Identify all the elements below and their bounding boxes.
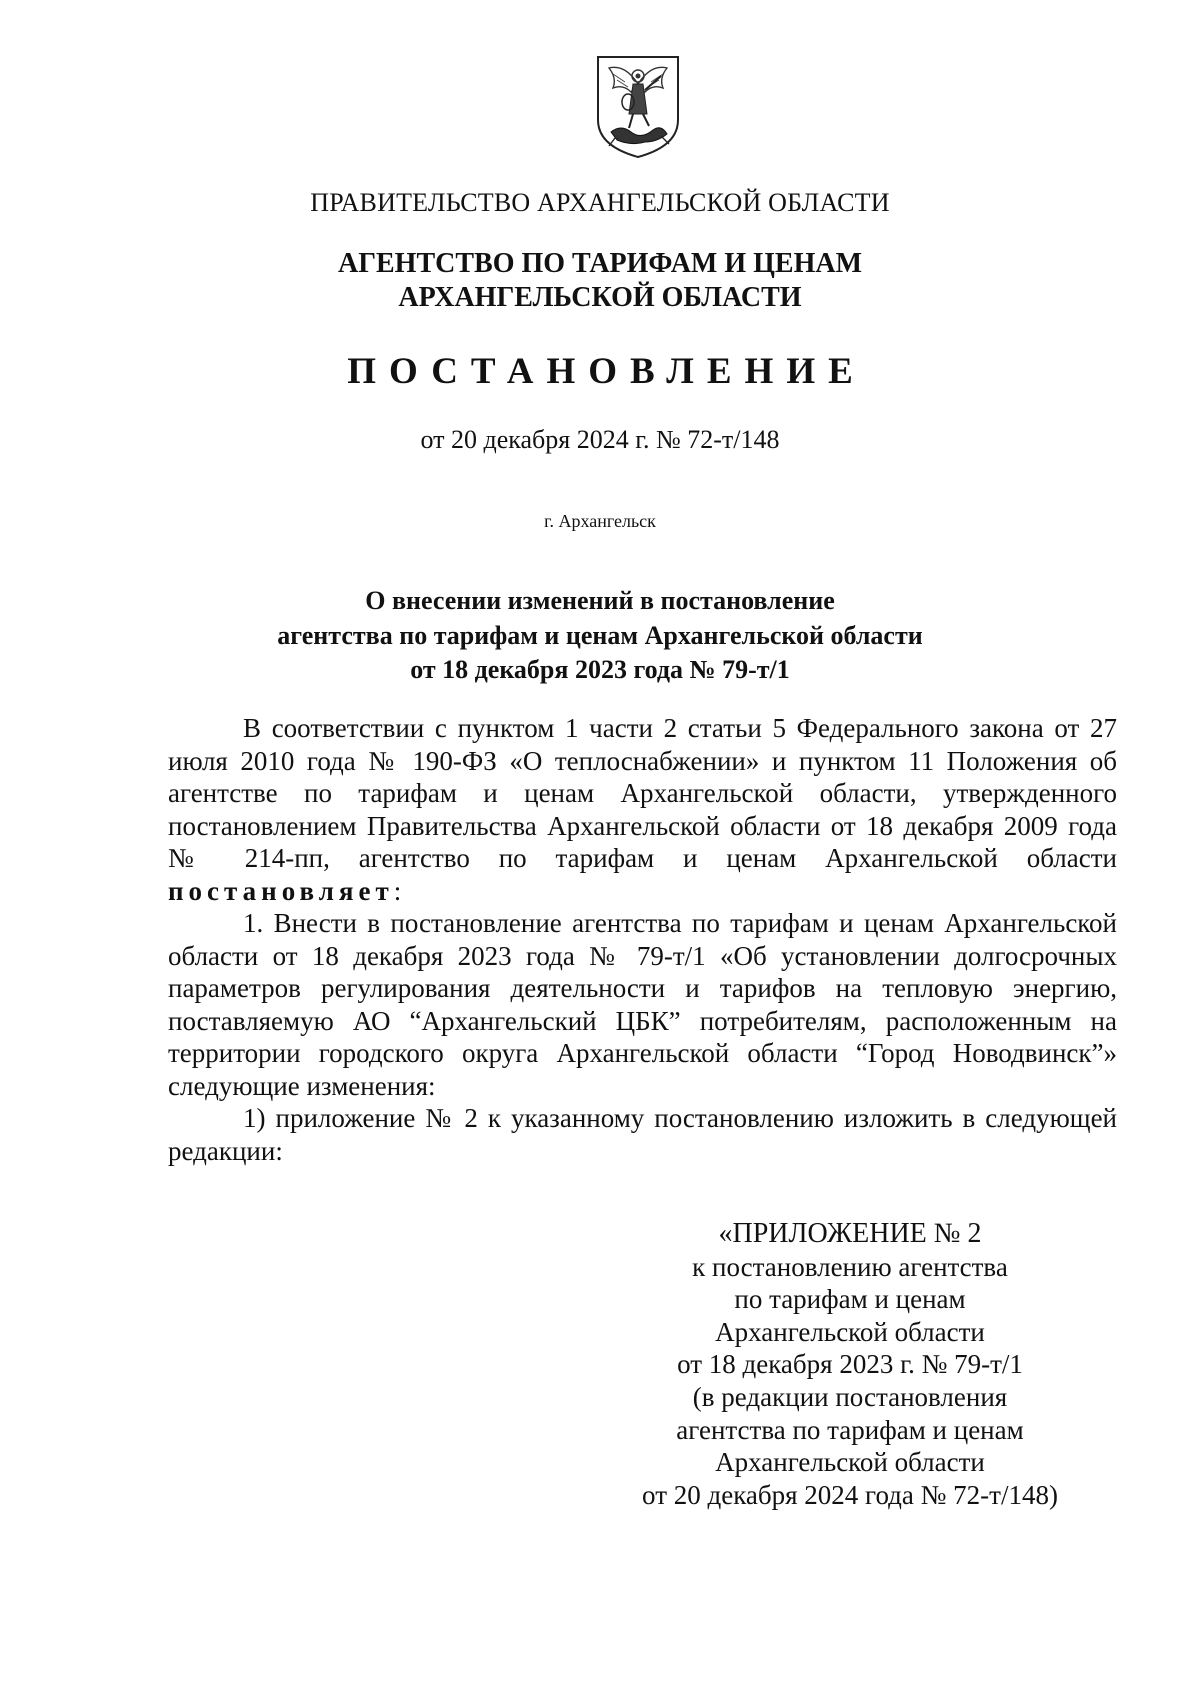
decree-word: постановляет bbox=[168, 875, 394, 906]
preamble-text: В соответствии с пунктом 1 части 2 статьи 5 Федерального закона от 27 июля 2010 года № 190-ФЗ «О теплоснабжении» и пунктом 11 Положения об агентстве по тарифам и ценам Архангельской области, утвержденного постановлением Правительства Архангельской области от 18 декабря 2009 года № 214-пп, агентство по тарифам и ценам Архангельской области bbox=[168, 713, 1117, 873]
body-text bbox=[168, 712, 1117, 1167]
appendix-line: агентства по тарифам и ценам bbox=[676, 1414, 1024, 1445]
document-city: г. Архангельск bbox=[544, 511, 656, 531]
document-type: ПОСТАНОВЛЕНИЕ bbox=[347, 351, 866, 392]
document-date-number: от 20 декабря 2024 г. № 72-т/148 bbox=[420, 425, 780, 454]
appendix-line: по тарифам и ценам bbox=[734, 1284, 966, 1315]
subject-line3: от 18 декабря 2023 года № 79-т/1 bbox=[410, 655, 790, 684]
appendix-line: от 18 декабря 2023 г. № 79-т/1 bbox=[677, 1349, 1023, 1380]
appendix-line: к постановлению агентства bbox=[692, 1251, 1008, 1282]
agency-name-line1: АГЕНТСТВО ПО ТАРИФАМ И ЦЕНАМ bbox=[337, 248, 863, 279]
preamble-paragraph bbox=[168, 712, 1117, 907]
appendix-line: Архангельской области bbox=[715, 1316, 985, 1347]
subject-line1: О внесении изменений в постановление bbox=[365, 586, 835, 615]
item-1-1-paragraph: 1) приложение № 2 к указанному постановлению изложить в следующей редакции: bbox=[168, 1103, 1117, 1166]
government-name: ПРАВИТЕЛЬСТВО АРХАНГЕЛЬСКОЙ ОБЛАСТИ bbox=[310, 188, 890, 217]
agency-name-line2: АРХАНГЕЛЬСКОЙ ОБЛАСТИ bbox=[398, 282, 802, 313]
subject-line2: агентства по тарифам и ценам Архангельской области bbox=[277, 621, 923, 650]
appendix-line: Архангельской области bbox=[715, 1447, 985, 1478]
appendix-heading-block bbox=[620, 1218, 1080, 1511]
decree-colon: : bbox=[393, 875, 402, 906]
appendix-title: «ПРИЛОЖЕНИЕ № 2 bbox=[718, 1218, 982, 1249]
coat-of-arms-icon bbox=[595, 54, 681, 160]
appendix-line: (в редакции постановления bbox=[692, 1381, 1008, 1412]
appendix-line: от 20 декабря 2024 года № 72-т/148) bbox=[642, 1479, 1058, 1510]
item-1-paragraph: 1. Внести в постановление агентства по тарифам и ценам Архангельской области от 18 декабря 2023 года № 79-т/1 «Об установлении долгосрочных параметров регулирования деятельности и тарифов на тепловую энергию, поставляемую АО “Архангельский ЦБК” потребителям, расположенным на территории городского округа Архангельской области “Город Новодвинск”» следующие изменения: bbox=[168, 908, 1117, 1101]
